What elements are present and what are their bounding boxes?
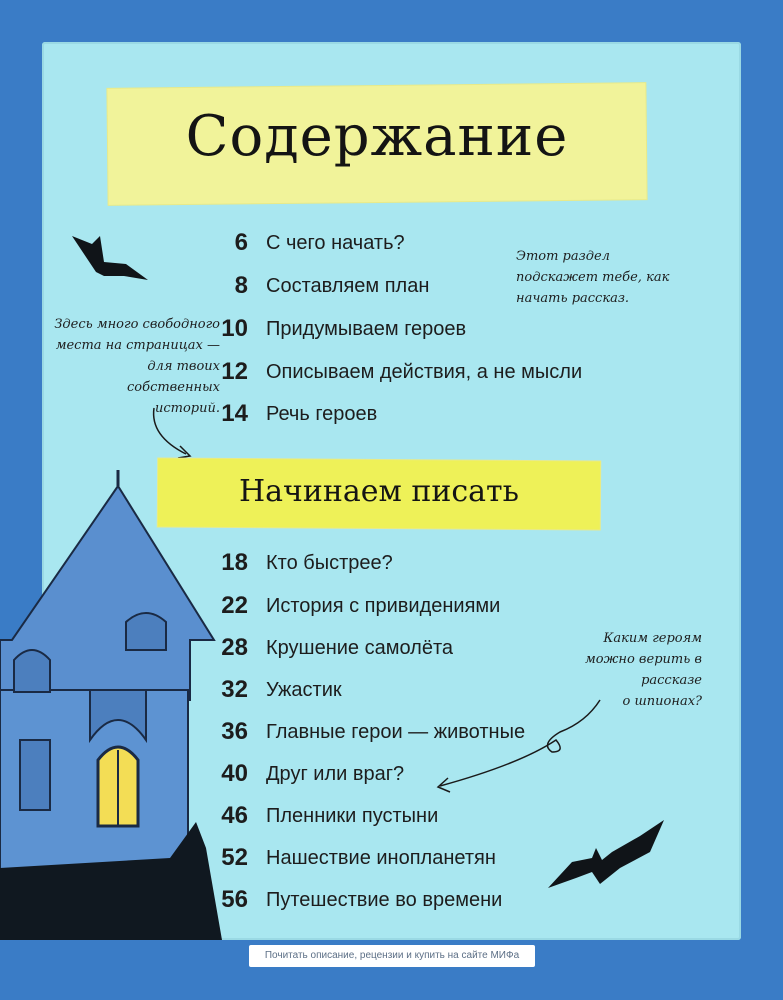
section-title: Начинаем писать xyxy=(239,474,519,509)
toc-entry[interactable] xyxy=(0,838,496,878)
toc-entry[interactable] xyxy=(0,754,404,794)
toc-entry-title: Путешествие во времени xyxy=(266,888,503,911)
toc-page-number: 10 xyxy=(221,315,248,342)
note-line: начать рассказ. xyxy=(516,291,630,306)
toc-page-number: 14 xyxy=(221,400,248,427)
buy-book-link[interactable]: Почитать описание, рецензии и купить на сайте МИФа xyxy=(249,945,535,967)
toc-entry-title: Друг или враг? xyxy=(266,762,405,785)
toc-page-number: 18 xyxy=(221,549,248,576)
page-title: Содержание xyxy=(185,104,569,169)
toc-page-number: 22 xyxy=(221,592,248,619)
note-line: для твоих собственных xyxy=(127,359,220,395)
toc-page-number: 56 xyxy=(221,886,248,913)
side-note xyxy=(522,628,702,712)
toc-entry[interactable] xyxy=(0,543,393,583)
note-line: о шпионах? xyxy=(622,694,702,709)
toc-entry-title: Пленники пустыни xyxy=(266,804,439,827)
toc-entry[interactable] xyxy=(0,796,438,836)
side-note xyxy=(54,314,220,419)
toc-entry-title: Крушение самолёта xyxy=(266,636,454,659)
toc-page-number: 6 xyxy=(234,229,248,256)
toc-page-number: 36 xyxy=(221,718,248,745)
toc-page-number: 8 xyxy=(234,272,248,299)
toc-page-number: 40 xyxy=(221,760,248,787)
toc-entry[interactable] xyxy=(0,223,405,263)
toc-entry-title: Нашествие инопланетян xyxy=(266,846,496,869)
bat-icon xyxy=(548,820,664,888)
note-line: можно верить в рассказе xyxy=(585,652,702,688)
note-line: историй. xyxy=(154,401,220,416)
note-line: подскажет тебе, как xyxy=(516,270,670,285)
toc-entry-title: Речь героев xyxy=(266,402,378,425)
toc-entry-title: История с привидениями xyxy=(266,594,501,617)
toc-page-number: 46 xyxy=(221,802,248,829)
toc-entry[interactable] xyxy=(0,266,429,306)
note-line: места на страницах — xyxy=(55,338,220,353)
toc-entry-title: Описываем действия, а не мысли xyxy=(266,360,583,383)
note-line: Каким героям xyxy=(603,631,702,646)
toc-page-number: 32 xyxy=(221,676,248,703)
toc-entry-title: Кто быстрее? xyxy=(266,551,393,574)
note-line: Здесь много свободного xyxy=(54,317,220,332)
toc-entry[interactable] xyxy=(0,586,500,626)
toc-entry[interactable] xyxy=(0,880,502,920)
side-note xyxy=(516,246,696,309)
toc-entry-title: Главные герои — животные xyxy=(266,720,526,743)
note-line: Этот раздел xyxy=(516,249,610,264)
toc-entry-title: Составляем план xyxy=(266,274,430,297)
toc-entry[interactable] xyxy=(0,712,525,752)
toc-entry[interactable] xyxy=(0,670,342,710)
toc-entry[interactable] xyxy=(0,628,453,668)
toc-entry-title: С чего начать? xyxy=(266,231,405,254)
toc-entry-title: Ужастик xyxy=(266,678,342,701)
toc-entry-title: Придумываем героев xyxy=(266,317,467,340)
toc-page-number: 52 xyxy=(221,844,248,871)
toc-page-number: 12 xyxy=(221,358,248,385)
toc-page-number: 28 xyxy=(221,634,248,661)
